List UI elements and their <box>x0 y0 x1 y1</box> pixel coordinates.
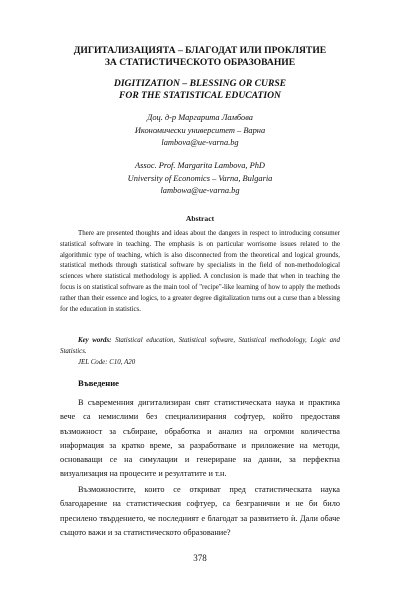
keywords-text: Statistical education, Statistical software, Statistical methodology, Logic and Statistics. <box>60 337 340 355</box>
title-bg-line-2: ЗА СТАТИСТИЧЕСКОТО ОБРАЗОВАНИЕ <box>104 57 296 68</box>
author-affiliation-en: University of Economics – Varna, Bulgaria <box>127 173 273 183</box>
author-name-bg: Доц. д-р Маргарита Ламбова <box>147 113 253 122</box>
author-email-en: lambowa@ue-varna.bg <box>160 186 240 195</box>
author-email-bg: lambova@ue-varna.bg <box>161 138 239 147</box>
title-en-line-2: FOR THE STATISTICAL EDUCATION <box>119 90 281 101</box>
title-bulgarian <box>60 45 340 69</box>
keywords-paragraph <box>60 336 340 358</box>
body-paragraph-2: Възможностите, които се откриват пред статистическата наука благодарение на статистическия софтуер, са безгранични и не би било пресилено твърдението, че последният е благодат за развитието ѝ. Дали обаче същото важи и за статистическото образование? <box>60 485 340 537</box>
abstract-text: There are presented thoughts and ideas about the dangers in respect to introducing consumer statistical software in teaching. The emphasis is on particular worrisome issues related to the algorithmic type of teaching, which is also disconnected from the theoretical and logical grounds, statistical methods through statistical software by specialists in the field of non-methodological sciences where statistical methodology is applied. A conclusion is made that when in teaching the focus is on statistical software as the main tool of "recipe"-like learning of how to apply the methods rather than their essence and logics, to a greater degree digitalization turns out a curse than a blessing for the education in statistics. <box>60 230 340 313</box>
author-affiliation-bg: Икономически университет – Варна <box>134 125 266 135</box>
author-block-bulgarian <box>80 112 320 150</box>
title-en-line-1: DIGITIZATION – BLESSING OR CURSE <box>113 78 287 89</box>
title-english <box>60 78 340 102</box>
title-bg-line-1: ДИГИТАЛИЗАЦИЯТА – БЛАГОДАТ ИЛИ ПРОКЛЯТИЕ <box>73 45 327 56</box>
keywords-label: Key words: <box>78 337 112 344</box>
section-heading-introduction: Въведение <box>78 378 119 388</box>
jel-code: JEL Code: C10, A20 <box>78 359 136 366</box>
page-number: 378 <box>193 553 207 563</box>
author-name-en: Assoc. Prof. Margarita Lambova, PhD <box>135 161 265 170</box>
author-block-english <box>80 160 320 198</box>
abstract-heading: Abstract <box>185 214 215 223</box>
body-paragraph-1: В съвременния дигитализиран свят статистическата наука и практика вече са немислими без специализирания софтуер, който предоставя възможност за събиране, обработка и анализ на огромни количества информация за кратко време, за разработване и приложение на методи, основаващи се на симулации и генериране на данни, за перфектна визуализация на процесите и резултатите и т.н. <box>60 398 340 479</box>
